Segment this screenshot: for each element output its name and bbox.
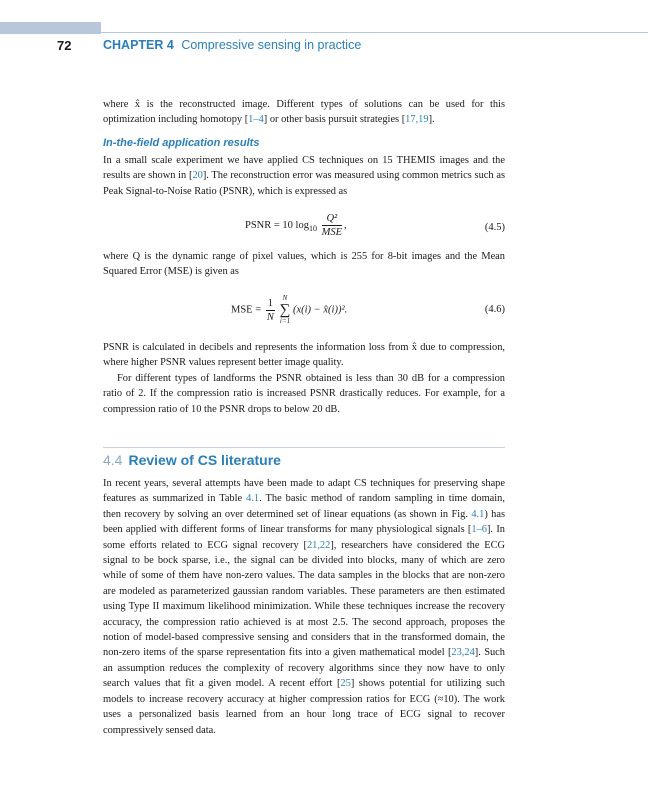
- equation-number: (4.5): [484, 222, 505, 233]
- chapter-title: [103, 38, 361, 52]
- chapter-name: Compressive sensing in practice: [181, 38, 362, 52]
- citation-link[interactable]: 21,22: [306, 539, 331, 551]
- paragraph-psnr-explained: PSNR is calculated in decibels and represents the information loss from x̂ due to compression, where higher PSNR values represent better image quality. For different types of landforms the PSNR obtained is less than 30 dB for a compression ratio of 2. If the compression ratio is increased PSNR drastically reduces. For example, for a compression ratio of 10 the PSNR drops to below 20 dB.: [103, 342, 505, 415]
- subsection-heading: In-the-field application results: [103, 137, 260, 149]
- equation-psnr: PSNR = 10 $\log_{10}$ $\frac{\text{Q²}}{\text{MSE}}$ , (4.5): [245, 213, 505, 238]
- section-number: 4.4: [103, 452, 123, 468]
- equation-mse: [103, 288, 505, 332]
- paragraph-literature: In recent years, several attempts have been made to adapt CS techniques for preserving shape features as summarized in Table 4.1. The basic method of random sampling in time domain, then recovery by solving an over determined set of linear equations (as shown in Fig. 4.1) has been applied with different forms of linear transforms for many physiological signals [1–6]. In some efforts related to ECG signal recovery [21,22], researchers have considered the ECG signal to be bock sparse, i.e., the signal can be divided into blocks, many of which are zero while of some of them have non-zero values. The data samples in the blocks that are non-zero are modeled as parameterized gaussian random variables. These parameters are then estimated using Type II maximum likelihood minimization. While these techniques increase the recovery accuracy, the compression ratio achieved is at most 2.5. The second approach, proposes the notion of model-based compressive sensing and considers that in the transformed domain, the non-zero items of the sparse representation fits into a given mathematical model [23,24]. Such an assumption reduces the complexity of recovery algorithms since they now have to only search values that fit a given model. A recent effort [25] shows potential for utilizing such models to increase recovery accuracy at higher compression ratios for ECG (≈10). The work uses a personalized basis learned from an hour long trace of ECG signal to recover compressively sensed data.: [103, 478, 506, 736]
- fraction: $\frac{\text{Q²}}{\text{MSE}}$: [321, 213, 343, 238]
- fraction: $\frac{1}{N}$: [266, 297, 274, 323]
- summation-sign: N ∑ i=1: [279, 294, 291, 325]
- section-rule: [103, 447, 505, 448]
- section-heading: [103, 452, 281, 468]
- summation-body: (x(i) − x̂(i))².: [292, 304, 348, 316]
- figure-ref-link[interactable]: 4.1: [471, 508, 485, 520]
- citation-link[interactable]: 20: [192, 170, 203, 182]
- citation-link[interactable]: 25: [340, 678, 351, 690]
- section-title: Review of CS literature: [128, 452, 281, 468]
- paragraph-experiment: In a small scale experiment we have applied CS techniques on 15 THEMIS images and the results are shown in [20]. The reconstruction error was measured using common metrics such as Peak Signal-to-Noise Ratio (PSNR), which is expressed as: [103, 155, 505, 197]
- citation-link[interactable]: 1–4: [248, 114, 264, 126]
- paragraph-q-definition: where Q is the dynamic range of pixel values, which is 255 for 8-bit images and the Mean Squared Error (MSE) is given as: [103, 251, 505, 278]
- citation-link[interactable]: 1–6: [471, 524, 487, 536]
- page-number: 72: [57, 38, 72, 53]
- header-rule: [101, 32, 648, 33]
- equation-lhs: MSE =: [231, 304, 262, 316]
- citation-link[interactable]: 23,24: [451, 647, 475, 659]
- equation-lhs: PSNR = 10 log: [245, 219, 309, 231]
- equation-number: (4.6): [484, 304, 505, 315]
- chapter-label: CHAPTER 4: [103, 38, 174, 52]
- paragraph-intro: where x̂ is the reconstructed image. Different types of solutions can be used for this optimization including homotopy [1–4] or other basis pursuit strategies [17,19].: [103, 99, 505, 126]
- table-ref-link[interactable]: 4.1: [246, 493, 260, 505]
- citation-link[interactable]: 17,19: [405, 114, 429, 126]
- running-header: [0, 38, 648, 56]
- header-tab-bar: [0, 22, 101, 34]
